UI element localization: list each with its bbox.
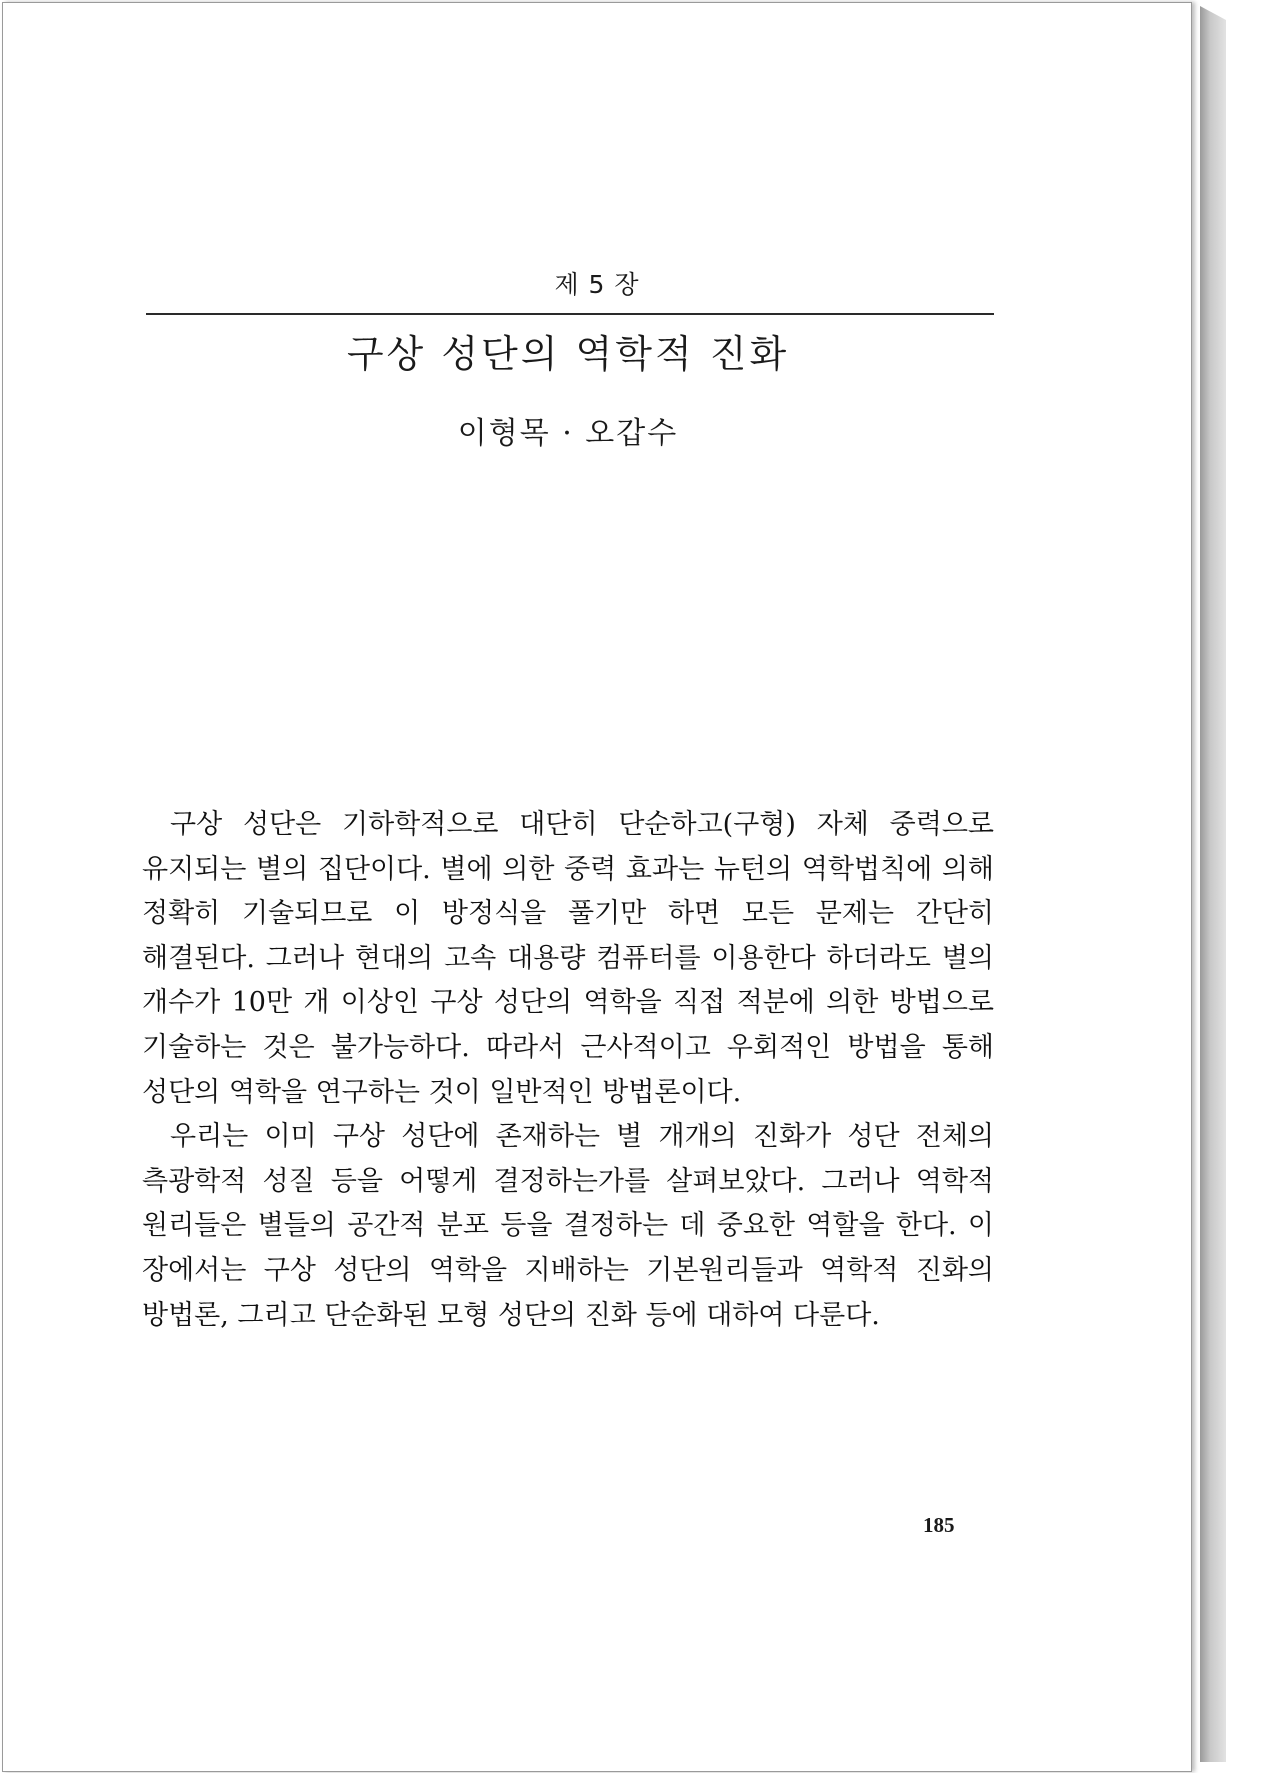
body-text [142, 803, 994, 1338]
chapter-label: 제 5 장 [554, 270, 640, 299]
chapter-rule [146, 313, 994, 315]
paragraph: 구상 성단은 기하학적으로 대단히 단순하고(구형) 자체 중력으로 유지되는 별의 집단이다. 별에 의한 중력 효과는 뉴턴의 역학법칙에 의해 정확히 기술되므로 이 방정식을 풀기만 하면 모든 문제는 간단히 해결된다. 그러나 현대의 고속 대용량 컴퓨터를 이용한다 하더라도 별의 개수가 10만 개 이상인 구상 성단의 역학을 직접 적분에 의한 방법으로 기술하는 것은 불가능하다. 따라서 근사적이고 우회적인 방법을 통해 성단의 역학을 연구하는 것이 일반적인 방법론이다. [142, 809, 994, 1108]
chapter-authors: 이형목 · 오갑수 [457, 416, 679, 451]
chapter-title: 구상 성단의 역학적 진화 [346, 332, 790, 376]
book-page [2, 2, 1192, 1772]
page-stack-edge [1200, 6, 1226, 1762]
paragraph: 우리는 이미 구상 성단에 존재하는 별 개개의 진화가 성단 전체의 측광학적 성질 등을 어떻게 결정하는가를 살펴보았다. 그러나 역학적 원리들은 별들의 공간적 분포 등을 결정하는 데 중요한 역할을 한다. 이 장에서는 구상 성단의 역학을 지배하는 기본원리들과 역학적 진화의 방법론, 그리고 단순화된 모형 성단의 진화 등에 대하여 다룬다. [142, 1121, 994, 1331]
page-number: 185 [923, 1513, 955, 1537]
